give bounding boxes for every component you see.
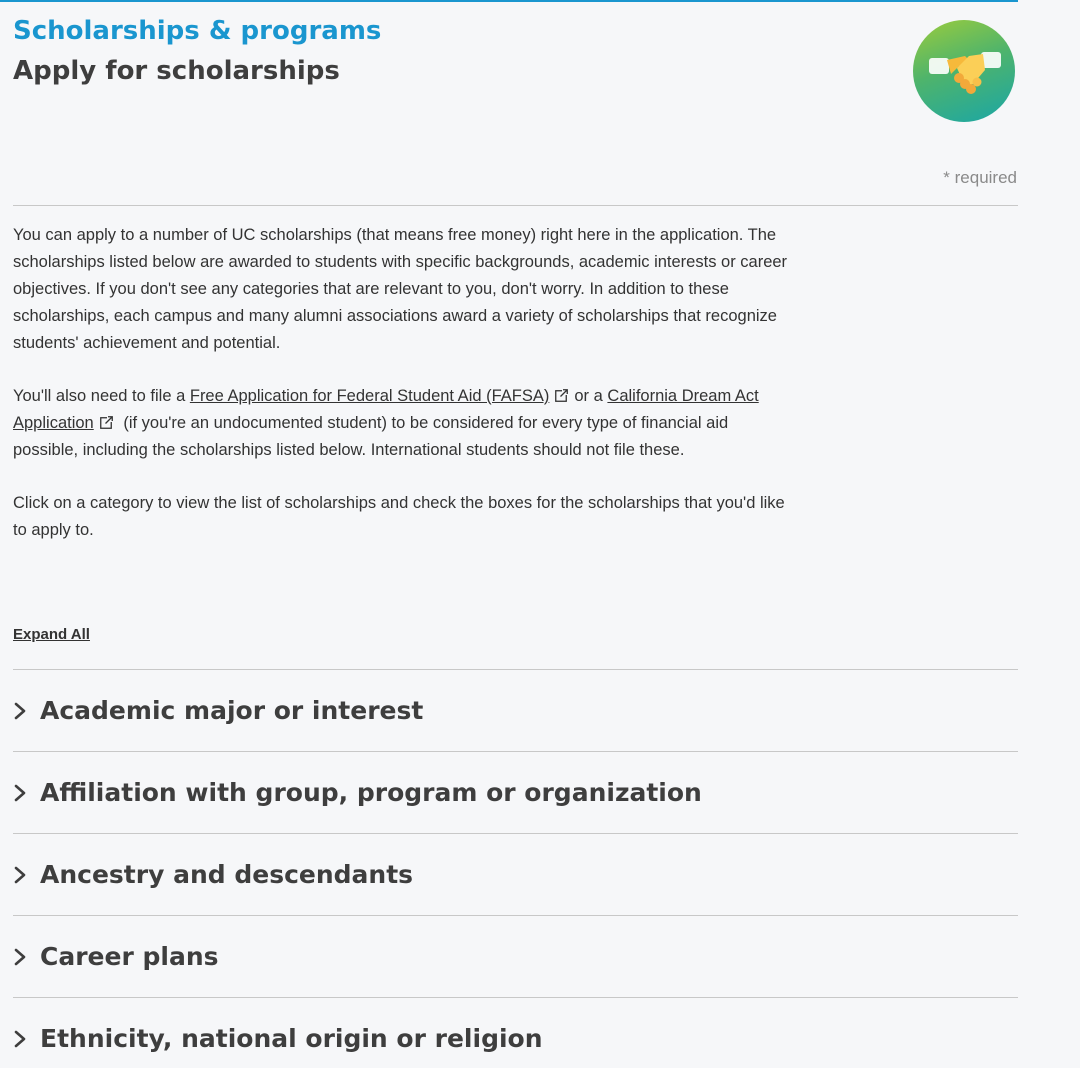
expand-all-link[interactable]: Expand All: [13, 626, 90, 643]
chevron-right-icon: [13, 1029, 27, 1049]
chevron-right-icon: [13, 701, 27, 721]
top-accent-rule: [0, 0, 1018, 2]
page-header: [13, 14, 1018, 88]
intro-text: [13, 222, 788, 570]
chevron-right-icon: [13, 947, 27, 967]
intro-p2-after: (if you're an undocumented student) to be considered for every type of financial aid possible, including the scholarships listed below. International students should not file these.: [13, 414, 729, 459]
fafsa-link[interactable]: Free Application for Federal Student Aid (FAFSA): [189, 387, 550, 405]
required-note: * required: [943, 168, 1017, 187]
dream-act-link[interactable]: California Dream Act Application: [13, 387, 759, 432]
category-label: Ancestry and descendants: [40, 860, 414, 889]
intro-paragraph-3: Click on a category to view the list of scholarships and check the boxes for the scholarships that you'd like to apply to.: [13, 494, 785, 539]
intro-paragraph-2: [13, 383, 788, 464]
handshake-icon: [913, 20, 1015, 122]
intro-paragraph-1: You can apply to a number of UC scholarships (that means free money) right here in the application. The scholarships listed below are awarded to students with specific backgrounds, academic interests or career objectives. If you don't see any categories that are relevant to you, don't worry. In addition to these scholarships, each campus and many alumni associations award a variety of scholarships that recognize students' achievement and potential.: [13, 226, 788, 352]
category-label: Affiliation with group, program or organization: [40, 778, 702, 807]
scholarship-categories: [13, 669, 1018, 1068]
intro-p2-before: You'll also need to file a: [13, 387, 186, 405]
chevron-right-icon: [13, 865, 27, 885]
external-link-icon: [555, 389, 568, 402]
section-title: Scholarships & programs: [13, 16, 382, 46]
external-link-icon: [100, 416, 113, 429]
category-label: Ethnicity, national origin or religion: [40, 1024, 543, 1053]
category-affiliation[interactable]: [13, 751, 1018, 833]
category-label: Academic major or interest: [40, 696, 424, 725]
chevron-right-icon: [13, 783, 27, 803]
category-ancestry[interactable]: [13, 833, 1018, 915]
category-ethnicity[interactable]: [13, 997, 1018, 1068]
category-label: Career plans: [40, 942, 219, 971]
page-title: Apply for scholarships: [13, 56, 340, 86]
category-career-plans[interactable]: [13, 915, 1018, 997]
intro-p2-middle: or a: [574, 387, 603, 405]
header-divider: [13, 205, 1018, 206]
category-academic-major[interactable]: [13, 669, 1018, 751]
